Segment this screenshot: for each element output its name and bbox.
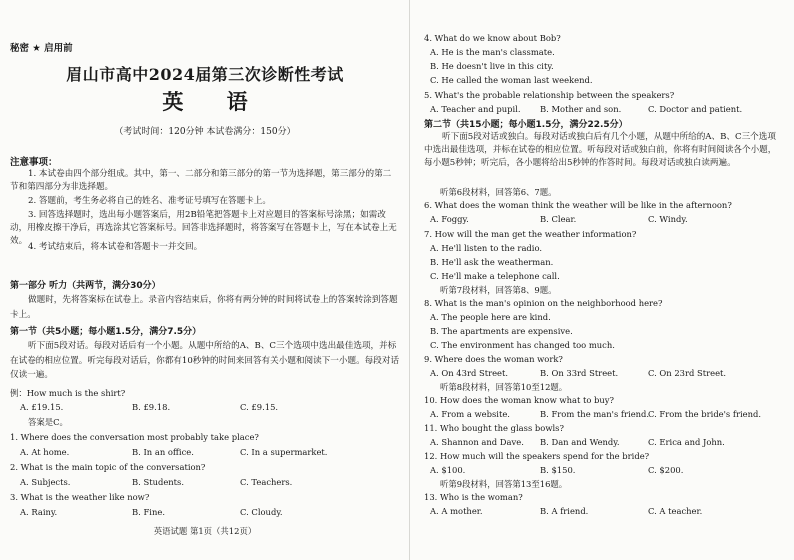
question-9: 9. Where does the woman work? bbox=[424, 354, 563, 364]
exam-title: 眉山市高中2024届第三次诊断性考试 bbox=[66, 65, 344, 84]
question-13-option-a: A. A mother. bbox=[430, 506, 483, 516]
question-12-option-c: C. $200. bbox=[648, 465, 684, 475]
page-footer: 英语试题 第1页（共12页） bbox=[153, 526, 257, 536]
section2-title: 第二节（共15小题；每小题1.5分，满分22.5分） bbox=[424, 120, 628, 130]
notice-item-4: 4. 考试结束后，将本试卷和答题卡一并交回。 bbox=[28, 242, 203, 252]
question-10-option-b: B. From the man's friend. bbox=[540, 409, 650, 419]
question-6-option-c: C. Windy. bbox=[648, 214, 688, 224]
example-option-b: B. £9.18. bbox=[132, 402, 171, 412]
question-4-option-c: C. He called the woman last weekend. bbox=[430, 75, 593, 85]
question-11-option-a: A. Shannon and Dave. bbox=[430, 437, 524, 447]
question-4-option-b: B. He doesn't live in this city. bbox=[430, 61, 554, 71]
question-11-option-b: B. Dan and Wendy. bbox=[540, 437, 620, 447]
question-11: 11. Who bought the glass bowls? bbox=[424, 423, 564, 433]
notice-heading: 注意事项： bbox=[10, 157, 58, 168]
question-13-option-b: B. A friend. bbox=[540, 506, 589, 516]
question-6-option-a: A. Foggy. bbox=[430, 214, 469, 224]
question-7-option-b: B. He'll ask the weatherman. bbox=[430, 257, 554, 267]
question-10-option-c: C. From the bride's friend. bbox=[648, 409, 762, 419]
question-10: 10. How does the woman know what to buy? bbox=[424, 395, 615, 405]
question-7: 7. How will the man get the weather information? bbox=[424, 229, 637, 239]
question-3-option-a: A. Rainy. bbox=[20, 507, 58, 517]
question-2-option-c: C. Teachers. bbox=[240, 477, 293, 487]
question-1-option-b: B. In an office. bbox=[132, 447, 194, 457]
question-1-option-c: C. In a supermarket. bbox=[240, 447, 328, 457]
question-11-option-c: C. Erica and John. bbox=[648, 437, 725, 447]
listen-6-instruction: 听第6段材料，回答第6、7题。 bbox=[440, 187, 557, 197]
question-8: 8. What is the man's opinion on the neighborhood here? bbox=[424, 298, 663, 308]
listen-9-instruction: 听第9段材料，回答第13至16题。 bbox=[440, 479, 568, 489]
question-9-option-c: C. On 23rd Street. bbox=[648, 368, 727, 378]
time-info: （考试时间：120分钟 本试卷满分：150分） bbox=[114, 127, 296, 137]
subject-title: 英 语 bbox=[162, 89, 266, 114]
section2-intro: 听下面5段对话或独白。每段对话或独白后有几个小题，从题中所给的A、B、C三个选项中选出最佳选项，并标在试卷的相应位置。听每段对话或独白前，你将有时间阅读各个小题，每小题5秒钟；听完后，各小题将给出5秒钟的作答时间。每段对话或独白读两遍。 bbox=[424, 132, 777, 169]
question-13-option-c: C. A teacher. bbox=[648, 506, 703, 516]
question-12-option-a: A. $100. bbox=[430, 465, 466, 475]
question-2-option-b: B. Students. bbox=[132, 477, 185, 487]
question-1: 1. Where does the conversation most probably take place? bbox=[10, 432, 259, 442]
question-9-option-b: B. On 33rd Street. bbox=[540, 368, 619, 378]
part1-title: 第一部分 听力（共两节，满分30分） bbox=[10, 281, 161, 291]
question-8-option-b: B. The apartments are expensive. bbox=[430, 326, 573, 336]
listen-8-instruction: 听第8段材料，回答第10至12题。 bbox=[440, 382, 568, 392]
question-7-option-c: C. He'll make a telephone call. bbox=[430, 271, 560, 281]
question-3-option-c: C. Cloudy. bbox=[240, 507, 283, 517]
example-answer: 答案是C。 bbox=[28, 417, 68, 427]
question-2: 2. What is the main topic of the conversation? bbox=[10, 462, 206, 472]
question-1-option-a: A. At home. bbox=[20, 447, 70, 457]
question-12: 12. How much will the speakers spend for the bride? bbox=[424, 451, 650, 461]
question-2-option-a: A. Subjects. bbox=[20, 477, 71, 487]
question-13: 13. Who is the woman? bbox=[424, 492, 523, 502]
question-10-option-a: A. From a website. bbox=[430, 409, 510, 419]
question-12-option-b: B. $150. bbox=[540, 465, 576, 475]
example-question: 例：How much is the shirt? bbox=[10, 388, 126, 398]
question-5-option-c: C. Doctor and patient. bbox=[648, 104, 743, 114]
question-4: 4. What do we know about Bob? bbox=[424, 33, 561, 43]
question-5-option-b: B. Mother and son. bbox=[540, 104, 622, 114]
question-8-option-a: A. The people here are kind. bbox=[430, 312, 551, 322]
question-6: 6. What does the woman think the weather will be like in the afternoon? bbox=[424, 200, 732, 210]
question-8-option-c: C. The environment has changed too much. bbox=[430, 340, 615, 350]
notice-item-2: 2. 答题前，考生务必将自己的姓名、准考证号填写在答题卡上。 bbox=[28, 196, 271, 206]
part1-intro: 做题时，先将答案标在试卷上。录音内容结束后，你将有两分钟的时间将试卷上的答案转涂到答题卡上。 bbox=[10, 295, 398, 320]
question-7-option-a: A. He'll listen to the radio. bbox=[430, 243, 543, 253]
question-3-option-b: B. Fine. bbox=[132, 507, 165, 517]
question-6-option-b: B. Clear. bbox=[540, 214, 577, 224]
question-4-option-a: A. He is the man's classmate. bbox=[430, 47, 555, 57]
question-5-option-a: A. Teacher and pupil. bbox=[430, 104, 521, 114]
listen-7-instruction: 听第7段材料，回答第8、9题。 bbox=[440, 285, 557, 295]
section1-intro: 听下面5段对话。每段对话后有一个小题。从题中所给的A、B、C三个选项中选出最佳选项，并标在试卷的相应位置。听完每段对话后，你都有10秒钟的时间来回答有关小题和阅读下一小题。每段对话仅读一遍。 bbox=[10, 341, 400, 380]
notice-item-3: 3. 回答选择题时，选出每小题答案后，用2B铅笔把答题卡上对应题目的答案标号涂黑；如需改动，用橡皮擦干净后，再选涂其它答案标号。回答非选择题时，将答案写在答题卡上，写在本试卷上无效。 bbox=[10, 210, 397, 247]
question-5: 5. What's the probable relationship between the speakers? bbox=[424, 90, 675, 100]
question-3: 3. What is the weather like now? bbox=[10, 492, 150, 502]
notice-item-1: 1. 本试卷由四个部分组成。其中，第一、二部分和第三部分的第一节为选择题，第三部分的第二节和第四部分为非选择题。 bbox=[10, 169, 392, 193]
example-option-c: C. £9.15. bbox=[240, 402, 279, 412]
question-9-option-a: A. On 43rd Street. bbox=[430, 368, 509, 378]
section1-title: 第一节（共5小题；每小题1.5分，满分7.5分） bbox=[10, 327, 202, 337]
example-option-a: A. £19.15. bbox=[20, 402, 64, 412]
confidential-label: 秘密 ★ 启用前 bbox=[10, 43, 73, 54]
